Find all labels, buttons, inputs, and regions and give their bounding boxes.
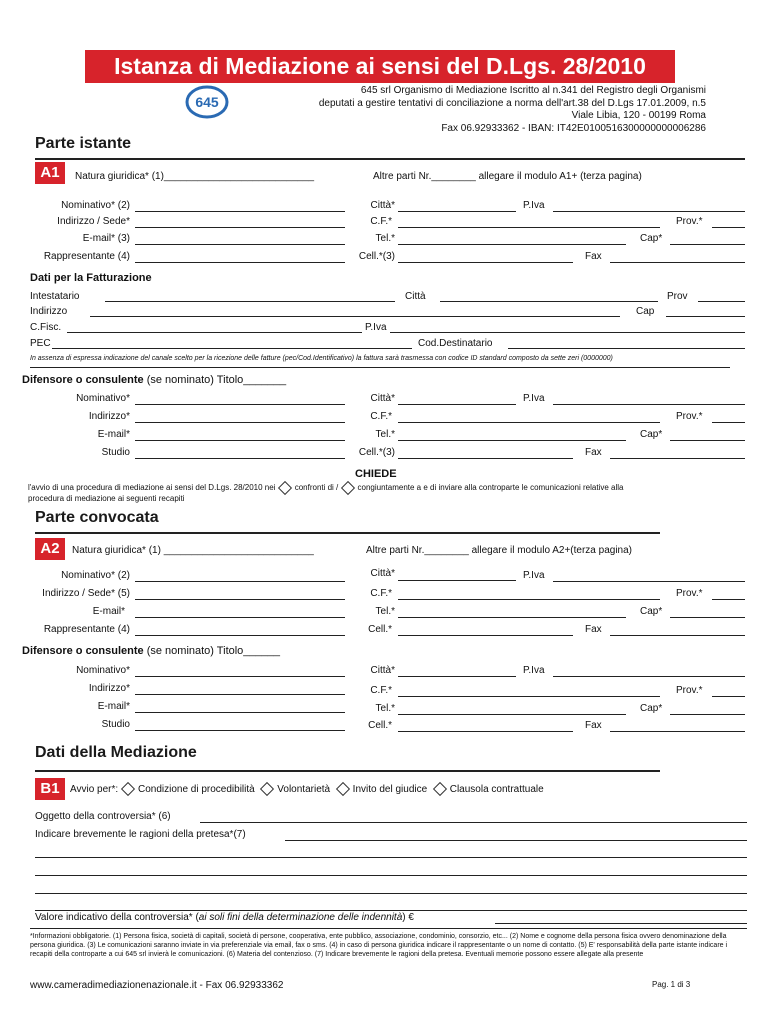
- footnote: *Informazioni obbligatorie. (1) Persona fisica, società di capitali, società di persone, cooperativa, ente pubblico, associazione, condominio, consorzio, etc... (2) Nome e cognome della persona fisica ovvero denominazione della persona giuridica. (3) Le comunicazioni saranno inviate in via preferenziale via email, fax o sms. (4) in caso di persona giuridica indicare il rappresentante o un nome di contatto. (5) E' responsabilità della parte istante indicare i recapiti della controparte a cui 645 srl invierà le comunicazioni. (6) Materia del contenzioso. (7) Indicare brevemente le ragioni della pretesa. Eventuali memorie possono essere allegate alla presente: [30, 933, 728, 958]
- conv-cap-label: Cap*: [640, 606, 663, 617]
- oggetto-label: Oggetto della controversia* (6): [35, 811, 171, 822]
- tel-field[interactable]: [398, 244, 626, 245]
- fatt-piva-field[interactable]: [390, 332, 745, 333]
- ragioni-line[interactable]: [35, 875, 747, 876]
- diamond-checkbox-icon[interactable]: [121, 782, 135, 796]
- section-title-mediazione: Dati della Mediazione: [35, 744, 197, 761]
- chiede-text1: l'avvio di una procedura di mediazione ai sensi del D.Lgs. 28/2010 nei: [28, 483, 276, 493]
- fax-label: Fax: [585, 251, 602, 262]
- divider: [35, 770, 660, 772]
- avvio-opt2: Volontarietà: [277, 784, 331, 795]
- dif1-tel-label: Tel.*: [375, 429, 395, 440]
- rappresentante-label: Rappresentante (4): [43, 251, 130, 262]
- dif2-nominativo-field[interactable]: [135, 676, 345, 677]
- dif1-piva-label: P.Iva: [523, 393, 545, 404]
- cf-label: C.F.*: [370, 216, 392, 227]
- conv-tel-label: Tel.*: [375, 606, 395, 617]
- header-info: [319, 85, 706, 135]
- section-title-istante: Parte istante: [35, 135, 132, 152]
- conv-rappresentante-field[interactable]: [135, 635, 345, 636]
- header-line3: Viale Libia, 120 - 00199 Roma: [571, 110, 706, 121]
- dif1-citta-label: Città*: [370, 393, 395, 404]
- logo-text: 645: [195, 94, 219, 110]
- email-field[interactable]: [135, 244, 345, 245]
- dif2-studio-label: Studio: [101, 719, 130, 730]
- difensore1-title: [22, 374, 286, 386]
- dif1-cell-field[interactable]: [398, 458, 573, 459]
- dif2-fax-field[interactable]: [610, 731, 745, 732]
- dif2-nominativo-label: Nominativo*: [76, 665, 130, 676]
- dif1-email-label: E-mail*: [97, 429, 130, 440]
- conv-prov-label: Prov.*: [676, 588, 703, 599]
- fatt-citta-label: Città: [405, 291, 426, 302]
- cfisc-label: C.Fisc.: [30, 322, 62, 333]
- dif2-cell-label: Cell.*: [368, 720, 392, 731]
- fatt-indirizzo-field[interactable]: [90, 316, 620, 317]
- diamond-checkbox-icon[interactable]: [336, 782, 350, 796]
- dif2-cell-field[interactable]: [398, 731, 573, 732]
- citta-label: Città*: [370, 200, 395, 211]
- divider: [35, 532, 660, 534]
- chiede-title: CHIEDE: [355, 468, 397, 480]
- dif1-nominativo-field[interactable]: [135, 404, 345, 405]
- diamond-checkbox-icon[interactable]: [278, 481, 292, 495]
- chiede-opt1: confronti di /: [294, 483, 339, 493]
- dif1-email-field[interactable]: [135, 440, 345, 441]
- dif2-citta-field[interactable]: [398, 676, 516, 677]
- difensore1-title-bold: Difensore o consulente: [22, 374, 144, 386]
- conv-cf-field[interactable]: [398, 599, 660, 600]
- conv-email-label: E-mail*: [92, 606, 125, 617]
- dif1-studio-label: Studio: [101, 447, 130, 458]
- dif1-fax-field[interactable]: [610, 458, 745, 459]
- dif2-prov-field[interactable]: [712, 696, 745, 697]
- conv-cell-field[interactable]: [398, 635, 573, 636]
- dif2-prov-label: Prov.*: [676, 685, 703, 696]
- header-line2: deputati a gestire tentativi di conciliazione a norma dell'art.38 del D.Lgs 17.01.2009, n.5: [318, 97, 706, 109]
- avvio-opt3: Invito del giudice: [352, 784, 428, 795]
- dif1-prov-field[interactable]: [712, 422, 745, 423]
- fatt-cap-label: Cap: [636, 306, 655, 317]
- valore-label-b: ai soli fini della determinazione delle indennità: [198, 912, 403, 923]
- difensore1-title-rest: (se nominato) Titolo_______: [146, 374, 287, 386]
- natura-giuridica-label: Natura giuridica* (1)___________________________: [75, 171, 315, 182]
- chiede-line1: [28, 483, 623, 493]
- dif2-cf-label: C.F.*: [370, 685, 392, 696]
- document-title: Istanza di Mediazione ai sensi del D.Lgs. 28/2010: [85, 50, 675, 83]
- diamond-checkbox-icon[interactable]: [433, 782, 447, 796]
- piva-label: P.Iva: [523, 200, 545, 211]
- dif2-fax-label: Fax: [585, 720, 602, 731]
- cod-destinatario-field[interactable]: [508, 348, 745, 349]
- dif1-piva-field[interactable]: [553, 404, 745, 405]
- conv-cf-label: C.F.*: [370, 588, 392, 599]
- ragioni-line[interactable]: [35, 910, 747, 911]
- tag-b1: B1: [35, 778, 65, 800]
- indirizzo-field[interactable]: [135, 227, 345, 228]
- conv-cell-label: Cell.*: [368, 624, 392, 635]
- conv-nominativo-field[interactable]: [135, 581, 345, 582]
- difensore2-title-bold: Difensore o consulente: [22, 645, 144, 657]
- cell-label: Cell.*(3): [358, 251, 395, 262]
- dif1-cap-field[interactable]: [670, 440, 745, 441]
- conv-fax-label: Fax: [585, 624, 602, 635]
- diamond-checkbox-icon[interactable]: [260, 782, 274, 796]
- dif1-indirizzo-label: Indirizzo*: [88, 411, 130, 422]
- dif1-indirizzo-field[interactable]: [135, 422, 345, 423]
- dif1-fax-label: Fax: [585, 447, 602, 458]
- conv-rappresentante-label: Rappresentante (4): [43, 624, 130, 635]
- dif2-email-field[interactable]: [135, 712, 345, 713]
- indirizzo-label: Indirizzo / Sede*: [57, 216, 130, 227]
- dif1-citta-field[interactable]: [398, 404, 516, 405]
- fatturazione-note: In assenza di espressa indicazione del canale scelto per la ricezione delle fatture (pec/Cod.Identificativo) la fattura sarà trasmessa con codice ID standard composto da sette zeri (0000000): [30, 355, 613, 362]
- diamond-checkbox-icon[interactable]: [340, 481, 354, 495]
- tel-label: Tel.*: [375, 233, 395, 244]
- nominativo-label: Nominativo* (2): [61, 200, 130, 211]
- fatt-citta-field[interactable]: [440, 301, 658, 302]
- ragioni-field[interactable]: [285, 840, 747, 841]
- fatturazione-title: Dati per la Fatturazione: [30, 272, 152, 284]
- dif1-nominativo-label: Nominativo*: [76, 393, 130, 404]
- header-line4: Fax 06.92933362 - IBAN: IT42E0100516300000000006286: [441, 122, 706, 134]
- ragioni-line[interactable]: [35, 893, 747, 894]
- conv-nominativo-label: Nominativo* (2): [61, 570, 130, 581]
- fatt-piva-label: P.Iva: [365, 322, 387, 333]
- conv-email-field[interactable]: [135, 617, 345, 618]
- footer-website[interactable]: www.cameradimediazionenazionale.it - Fax 06.92933362: [30, 980, 284, 991]
- dif2-tel-label: Tel.*: [375, 703, 395, 714]
- company-logo: [185, 84, 229, 120]
- conv-natura-label: Natura giuridica* (1) ___________________________: [72, 545, 314, 556]
- dif1-tel-field[interactable]: [398, 440, 626, 441]
- conv-citta-field[interactable]: [398, 580, 516, 581]
- cod-destinatario-label: Cod.Destinatario: [418, 338, 493, 349]
- dif2-piva-label: P.Iva: [523, 665, 545, 676]
- valore-label-a: Valore indicativo della controversia* (: [35, 912, 199, 923]
- dif1-cf-label: C.F.*: [370, 411, 392, 422]
- oggetto-field[interactable]: [200, 822, 747, 823]
- nominativo-field[interactable]: [135, 211, 345, 212]
- prov-field[interactable]: [712, 227, 745, 228]
- dif2-indirizzo-label: Indirizzo*: [88, 683, 130, 694]
- rappresentante-field[interactable]: [135, 262, 345, 263]
- cf-field[interactable]: [398, 227, 660, 228]
- email-label: E-mail* (3): [82, 233, 130, 244]
- dif1-studio-field[interactable]: [135, 458, 345, 459]
- section-title-convocata: Parte convocata: [35, 509, 159, 526]
- ragioni-line[interactable]: [35, 857, 747, 858]
- dif1-prov-label: Prov.*: [676, 411, 703, 422]
- divider: [35, 158, 745, 160]
- avvio-opt4: Clausola contrattuale: [449, 784, 544, 795]
- header-line1: 645 srl Organismo di Mediazione Iscritto al n.341 del Registro degli Organismi: [360, 85, 706, 96]
- conv-tel-field[interactable]: [398, 617, 626, 618]
- conv-cap-field[interactable]: [670, 617, 745, 618]
- dif2-cap-label: Cap*: [640, 703, 663, 714]
- conv-altre-label: Altre parti Nr.________ allegare il modulo A2+(terza pagina): [366, 545, 632, 556]
- avvio-row: [70, 784, 544, 795]
- conv-indirizzo-field[interactable]: [135, 599, 345, 600]
- piva-field[interactable]: [553, 211, 745, 212]
- conv-piva-label: P.Iva: [523, 570, 545, 581]
- dif2-cf-field[interactable]: [398, 696, 660, 697]
- fatt-prov-field[interactable]: [698, 301, 745, 302]
- prov-label: Prov.*: [676, 216, 703, 227]
- difensore2-title: [22, 645, 280, 657]
- dif2-piva-field[interactable]: [553, 676, 745, 677]
- valore-label-c: ) €: [402, 912, 414, 923]
- pec-label: PEC: [30, 338, 51, 349]
- intestatario-field[interactable]: [105, 301, 395, 302]
- valore-field[interactable]: [495, 923, 747, 924]
- conv-prov-field[interactable]: [712, 599, 745, 600]
- fax-field[interactable]: [610, 262, 745, 263]
- dif2-email-label: E-mail*: [97, 701, 130, 712]
- tag-a2: A2: [35, 538, 65, 560]
- conv-piva-field[interactable]: [553, 581, 745, 582]
- conv-citta-label: Città*: [370, 568, 395, 579]
- conv-fax-field[interactable]: [610, 635, 745, 636]
- page-number: Pag. 1 di 3: [652, 980, 691, 989]
- dif1-cap-label: Cap*: [640, 429, 663, 440]
- valore-row: [35, 912, 414, 923]
- citta-field[interactable]: [398, 211, 516, 212]
- dif1-cf-field[interactable]: [398, 422, 660, 423]
- fatt-cap-field[interactable]: [666, 316, 745, 317]
- fatt-prov-label: Prov: [667, 291, 688, 302]
- cell-field[interactable]: [398, 262, 573, 263]
- chiede-text2: procedura di mediazione ai seguenti recapiti: [28, 494, 185, 503]
- dif1-cell-label: Cell.*(3): [358, 447, 395, 458]
- cap-label: Cap*: [640, 233, 663, 244]
- avvio-label: Avvio per*:: [70, 784, 119, 795]
- conv-indirizzo-label: Indirizzo / Sede* (5): [42, 588, 130, 599]
- intestatario-label: Intestatario: [30, 291, 80, 302]
- dif2-citta-label: Città*: [370, 665, 395, 676]
- pec-field[interactable]: [52, 348, 412, 349]
- divider: [30, 928, 747, 929]
- cap-field[interactable]: [670, 244, 745, 245]
- cfisc-field[interactable]: [67, 332, 362, 333]
- avvio-opt1: Condizione di procedibilità: [137, 784, 255, 795]
- dif2-studio-field[interactable]: [135, 730, 345, 731]
- tag-a1: A1: [35, 162, 65, 184]
- ragioni-label: Indicare brevemente le ragioni della pretesa*(7): [35, 829, 246, 840]
- divider: [30, 367, 730, 368]
- altre-parti-label: Altre parti Nr.________ allegare il modulo A1+ (terza pagina): [373, 171, 642, 182]
- dif2-tel-field[interactable]: [398, 714, 626, 715]
- difensore2-title-rest: (se nominato) Titolo______: [146, 645, 281, 657]
- fatt-indirizzo-label: Indirizzo: [30, 306, 68, 317]
- chiede-opt2: congiuntamente a e di inviare alla controparte le comunicazioni relative alla: [357, 483, 624, 493]
- dif2-cap-field[interactable]: [670, 714, 745, 715]
- dif2-indirizzo-field[interactable]: [135, 694, 345, 695]
